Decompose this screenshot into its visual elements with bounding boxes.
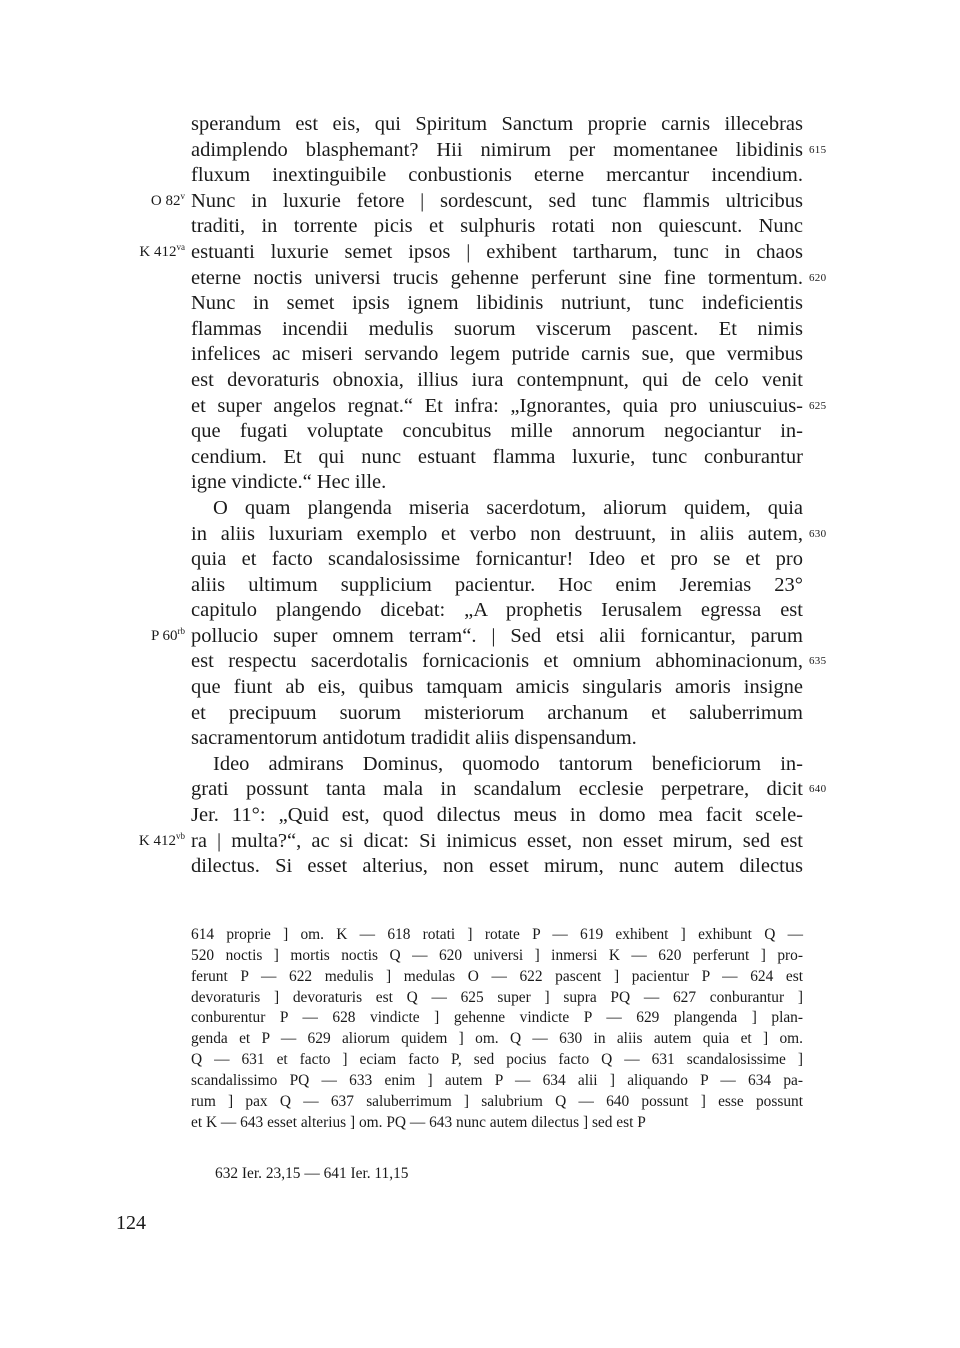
text-line-content: pollucio super omnem terram“. | Sed etsi alii fornicantur, parum [191,624,803,647]
text-line-content: eterne noctis universi trucis gehenne perferunt sine fine tormentum. [191,266,803,289]
source-references: 632 Ier. 23,15 — 641 Ier. 11,15 [215,1165,409,1182]
manuscript-sigla [151,624,185,650]
text-line [191,112,803,138]
text-line [191,803,803,829]
text-line [191,163,803,189]
text-line-content: adimplendo blasphemant? Hii nimirum per momentanee libidinis [191,138,803,161]
text-line [191,368,803,394]
sigla-folio: P 60 [150,627,178,644]
text-line-content: est respectu sacerdotalis fornicacionis et omnium abhominacionum, [191,650,803,673]
text-line-content: est devoraturis obnoxia, illius iura contempnunt, qui de celo venit [191,368,803,391]
apparatus-line: 520 noctis ] mortis noctis Q — 620 universi ] inmersi K — 620 perferunt ] pro- [191,946,803,964]
manuscript-sigla [139,829,185,855]
line-number: 630 [809,527,827,540]
text-line-content: O quam plangenda miseria sacerdotum, aliorum quidem, quia [213,496,803,519]
sigla-side: v [180,190,185,201]
text-line [191,291,803,317]
text-line [191,675,803,701]
text-line [191,138,827,164]
text-line-content: quia et facto scandalosissime fornicantur! Ideo et pro se et pro [191,548,803,571]
text-line [191,547,803,573]
text-line [191,470,803,496]
line-number: 620 [809,271,827,284]
page-number: 124 [116,1212,146,1234]
text-line-content: Ideo admirans Dominus, quomodo tantorum beneficiorum in- [213,752,803,775]
apparatus-line: scandalissimo PQ — 633 enim ] autem P — 634 alii ] aliquando P — 634 pa- [191,1071,803,1089]
text-line [191,522,827,548]
apparatus-line: ferunt P — 622 medulis ] medulas O — 622 pascent ] pacientur P — 624 est [191,967,803,985]
line-number: 640 [809,783,827,796]
sigla-side: va [176,241,185,252]
line-number: 625 [809,399,827,412]
text-line-content: et super angelos regnat.“ Et infra: „Ignorantes, quia pro uniuscuius- [191,394,803,417]
text-line-content: estuanti luxurie semet ipsos | exhibent tartharum, tunc in chaos [191,240,803,263]
apparatus-line: et K — 643 esset alterius ] om. PQ — 643 nunc autem dilectus ] sed est P [191,1113,646,1131]
text-line [191,649,827,675]
text-line [138,829,803,855]
text-line-content: aliis ultimum supplicium pacientur. Hoc enim Jeremias 23° [191,573,803,596]
text-line [191,701,803,727]
text-line-content: Nunc in luxurie fetore | sordescunt, sed tunc flammis ultricibus [191,189,803,212]
text-line-content: capitulo plangendo dicebat: „A prophetis Ierusalem egressa est [191,599,803,622]
text-line [191,317,803,343]
sigla-side: rb [177,625,185,636]
text-line-content: et precipuum suorum misteriorum archanum et saluberrimum [191,701,803,724]
text-line [139,240,803,266]
manuscript-sigla [139,240,185,266]
line-number: 615 [809,143,827,156]
text-line [191,419,803,445]
text-line-content: dilectus. Si esset alterius, non esset mirum, nunc autem dilectus [191,855,803,878]
text-line-content: sacramentorum antidotum tradidit aliis dispensandum. [191,727,637,750]
text-line-content: igne vindicte.“ Hec ille. [191,471,387,494]
text-line [150,189,803,215]
text-line [191,598,803,624]
sigla-folio: O 82 [150,192,181,209]
text-line-content: que fugati voluptate concubitus mille annorum negociantur in- [191,420,803,443]
apparatus-line: Q — 631 et facto ] eciam facto P, sed pocius facto Q — 631 scandalosissime ] [191,1051,803,1069]
text-line [191,573,803,599]
line-number: 635 [809,655,827,668]
text-line-content: grati possunt tanta mala in scandalum ecclesie perpetrare, dicit [191,778,803,801]
apparatus-line: conburentur P — 628 vindicte ] gehenne vindicte P — 629 plangenda ] plan- [191,1009,803,1027]
text-line [191,854,803,880]
text-line [191,752,803,778]
text-line-content: Jer. 11°: „Quid est, quod dilectus meus in domo mea facit scele- [191,804,803,827]
text-line [191,726,803,752]
text-line [150,624,803,650]
text-line-content: ra | multa?“, ac si dicat: Si inimicus esset, non esset mirum, sed est [191,829,803,852]
text-line [191,342,803,368]
text-line-content: traditi, in torrente picis et sulphuris rotati non quiescunt. Nunc [191,215,803,238]
critical-apparatus [191,925,803,1133]
text-line-content: sperandum est eis, qui Spiritum Sanctum proprie carnis illecebras [191,113,803,135]
text-line-content: in aliis luxuriam exemplo et verbo non destruunt, in aliis autem, [191,522,803,545]
text-line-content: que fiunt ab eis, quibus tamquam amicis singularis amoris insigne [191,676,803,699]
apparatus-line: devoraturis ] devoraturis est Q — 625 super ] supra PQ — 627 conburantur ] [191,988,803,1006]
text-line [191,496,803,522]
apparatus-line: 614 proprie ] om. K — 618 rotati ] rotate P — 619 exhibent ] exhibunt Q — [191,926,803,943]
sigla-side: vb [176,830,185,841]
text-line [191,394,827,420]
apparatus-line: rum ] pax Q — 637 saluberrimum ] salubrium Q — 640 possunt ] esse possunt [191,1092,803,1110]
text-line [191,214,803,240]
text-line-content: infelices ac miseri servando legem putride carnis sue, que vermibus [191,343,803,366]
sigla-folio: K 412 [138,832,176,849]
text-line [191,777,827,803]
text-line [191,445,803,471]
text-line-content: cendium. Et qui nunc estuant flamma luxurie, tunc conburantur [191,445,803,468]
apparatus-line: genda et P — 629 aliorum quidem ] om. Q — 630 in aliis autem quia et ] om. [191,1030,803,1048]
text-line-content: fluxum inextinguibile conbustionis eterne mercantur incendium. [191,164,803,187]
text-line-content: flammas incendii medulis suorum viscerum pascent. Et nimis [191,317,803,340]
sigla-folio: K 412 [139,243,177,260]
text-line [191,266,827,292]
main-text [138,112,827,880]
text-line-content: Nunc in semet ipsis ignem libidinis nutriunt, tunc indeficientis [191,292,803,315]
manuscript-sigla [151,189,185,215]
